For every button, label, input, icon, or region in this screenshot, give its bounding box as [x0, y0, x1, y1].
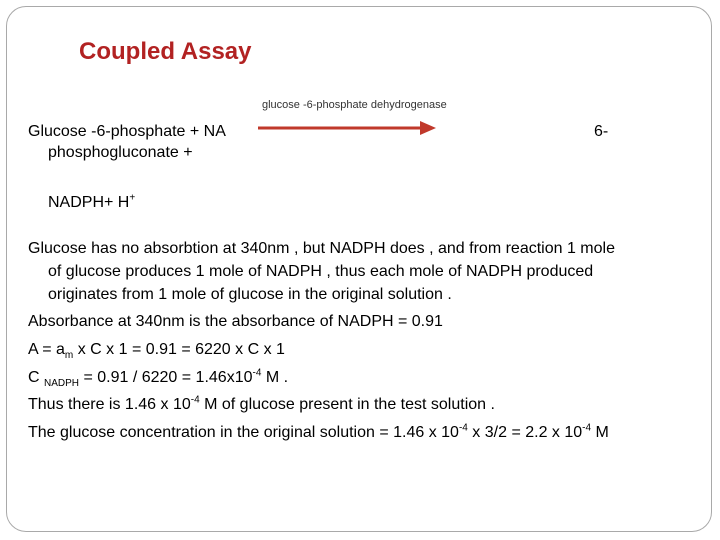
conc-middle: = 0.91 / 6220 = 1.46x10 [79, 369, 253, 386]
conc-subscript: NADPH [44, 378, 80, 390]
conc-suffix: M . [261, 369, 289, 386]
paragraph-line-1: Glucose has no absorbtion at 340nm , but NADPH does , and from reaction 1 mole [28, 240, 615, 257]
concentration-line [28, 367, 289, 390]
paragraph-line-3: originates from 1 mole of glucose in the original solution . [48, 286, 452, 303]
reaction-arrow [258, 120, 438, 136]
beer-lambert-equation [28, 340, 285, 362]
conc-exponent: -4 [252, 367, 262, 379]
final-exp-1: -4 [458, 422, 468, 434]
reaction-product: phosphogluconate + [48, 144, 193, 161]
absorbance-line: Absorbance at 340nm is the absorbance of NADPH = 0.91 [28, 313, 443, 330]
final-suffix: M [591, 424, 609, 441]
final-middle: x 3/2 = 2.2 x 10 [467, 424, 583, 441]
thus-suffix: M of glucose present in the test solution . [199, 396, 495, 413]
reaction-right: 6- [594, 123, 609, 140]
nadph-text: NADPH+ H [48, 194, 130, 211]
reaction-arrow-head [420, 121, 436, 135]
equation-prefix: A = a [28, 341, 65, 358]
equation-subscript: m [64, 350, 74, 362]
thus-exponent: -4 [190, 394, 200, 406]
enzyme-label: glucose -6-phosphate dehydrogenase [262, 99, 447, 111]
equation-rest: x C x 1 = 0.91 = 6220 x C x 1 [73, 341, 285, 358]
reaction-nadph [48, 193, 135, 212]
thus-prefix: Thus there is 1.46 x 10 [28, 396, 191, 413]
thus-line [28, 395, 495, 414]
final-exp-2: -4 [582, 422, 592, 434]
final-line [28, 423, 609, 442]
conc-prefix: C [28, 369, 44, 386]
paragraph-line-2: of glucose produces 1 mole of NADPH , thus each mole of NADPH produced [48, 263, 594, 280]
final-prefix: The glucose concentration in the original solution = 1.46 x 10 [28, 424, 459, 441]
proton-charge: + [129, 192, 136, 204]
slide-title: Coupled Assay [79, 38, 252, 65]
reaction-left: Glucose -6-phosphate + NA [28, 123, 226, 140]
